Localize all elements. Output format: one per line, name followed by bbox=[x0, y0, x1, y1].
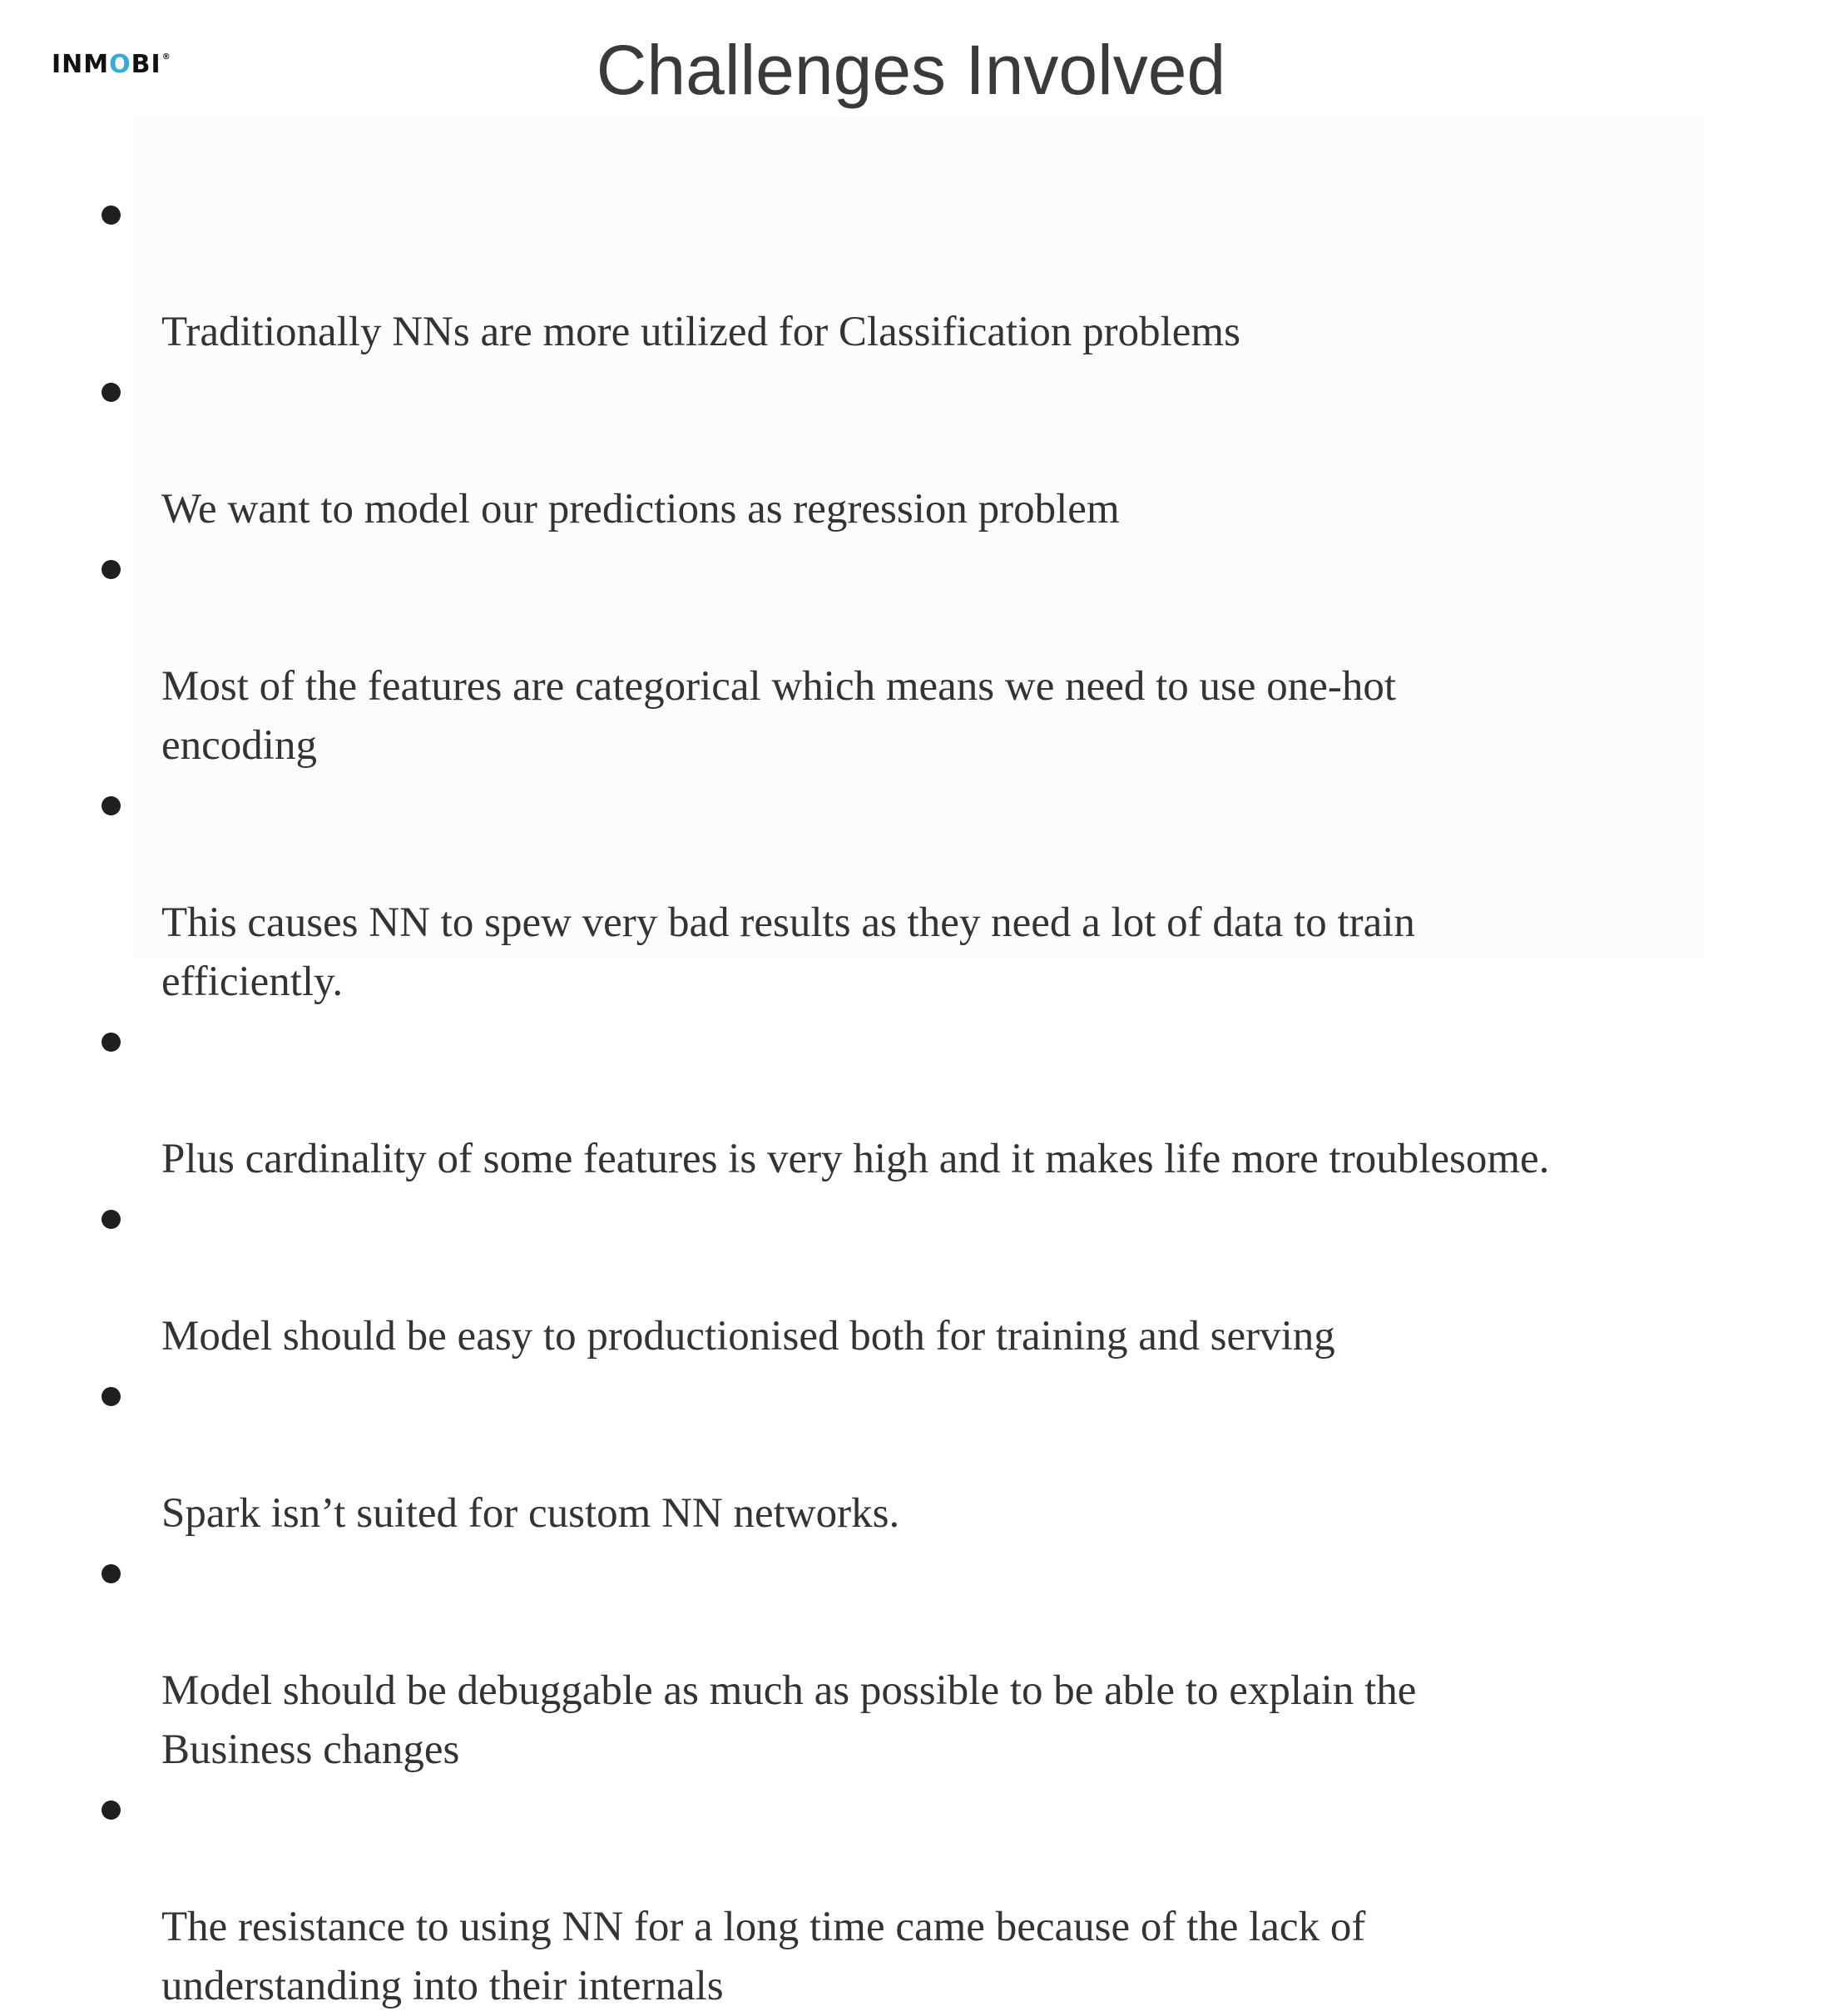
bullet-dot-icon bbox=[101, 1210, 121, 1229]
bullet-dot-icon bbox=[101, 206, 121, 225]
slide-title: Challenges Involved bbox=[596, 31, 1226, 109]
bullet-item bbox=[0, 1543, 1697, 1780]
bullet-item bbox=[0, 1012, 1697, 1189]
bullet-text: Plus cardinality of some features is very high and it makes life more troublesome. bbox=[161, 1136, 1550, 1182]
bullet-text: Traditionally NNs are more utilized for Classification problems bbox=[161, 309, 1240, 355]
bullet-item bbox=[0, 539, 1697, 775]
bullet-text: Most of the features are categorical which means we need to use one-hot encoding bbox=[161, 663, 1397, 769]
bullet-dot-icon bbox=[101, 383, 121, 402]
bullet-text: The resistance to using NN for a long time came because of the lack of understanding into their internals bbox=[161, 1904, 1366, 2009]
bullet-text: We want to model our predictions as regression problem bbox=[161, 486, 1120, 532]
bullet-item bbox=[0, 1189, 1697, 1366]
logo-registered-mark: ® bbox=[161, 52, 171, 62]
logo-text-in: IN bbox=[52, 50, 84, 79]
logo-text-o: O bbox=[109, 50, 131, 79]
bullet-item bbox=[0, 775, 1697, 1012]
bullet-dot-icon bbox=[101, 796, 121, 815]
bullet-text: This causes NN to spew very bad results as they need a lot of data to train efficiently. bbox=[161, 899, 1415, 1005]
bullet-item bbox=[0, 185, 1697, 362]
bullet-text: Model should be debuggable as much as possible to be able to explain the Business changes bbox=[161, 1667, 1417, 1773]
bullet-list bbox=[0, 185, 1697, 2016]
bullet-dot-icon bbox=[101, 560, 121, 579]
bullet-item bbox=[0, 1366, 1697, 1543]
bullet-dot-icon bbox=[101, 1387, 121, 1406]
bullet-dot-icon bbox=[101, 1564, 121, 1583]
bullet-dot-icon bbox=[101, 1033, 121, 1052]
bullet-item bbox=[0, 362, 1697, 539]
bullet-text: Spark isn’t suited for custom NN networks. bbox=[161, 1490, 900, 1537]
bullet-text: Model should be easy to productionised both for training and serving bbox=[161, 1313, 1335, 1360]
bullet-dot-icon bbox=[101, 1801, 121, 1820]
logo-text-m: M bbox=[83, 50, 110, 79]
logo-text-bi: BI bbox=[131, 50, 161, 79]
bullet-item bbox=[0, 1780, 1697, 2016]
